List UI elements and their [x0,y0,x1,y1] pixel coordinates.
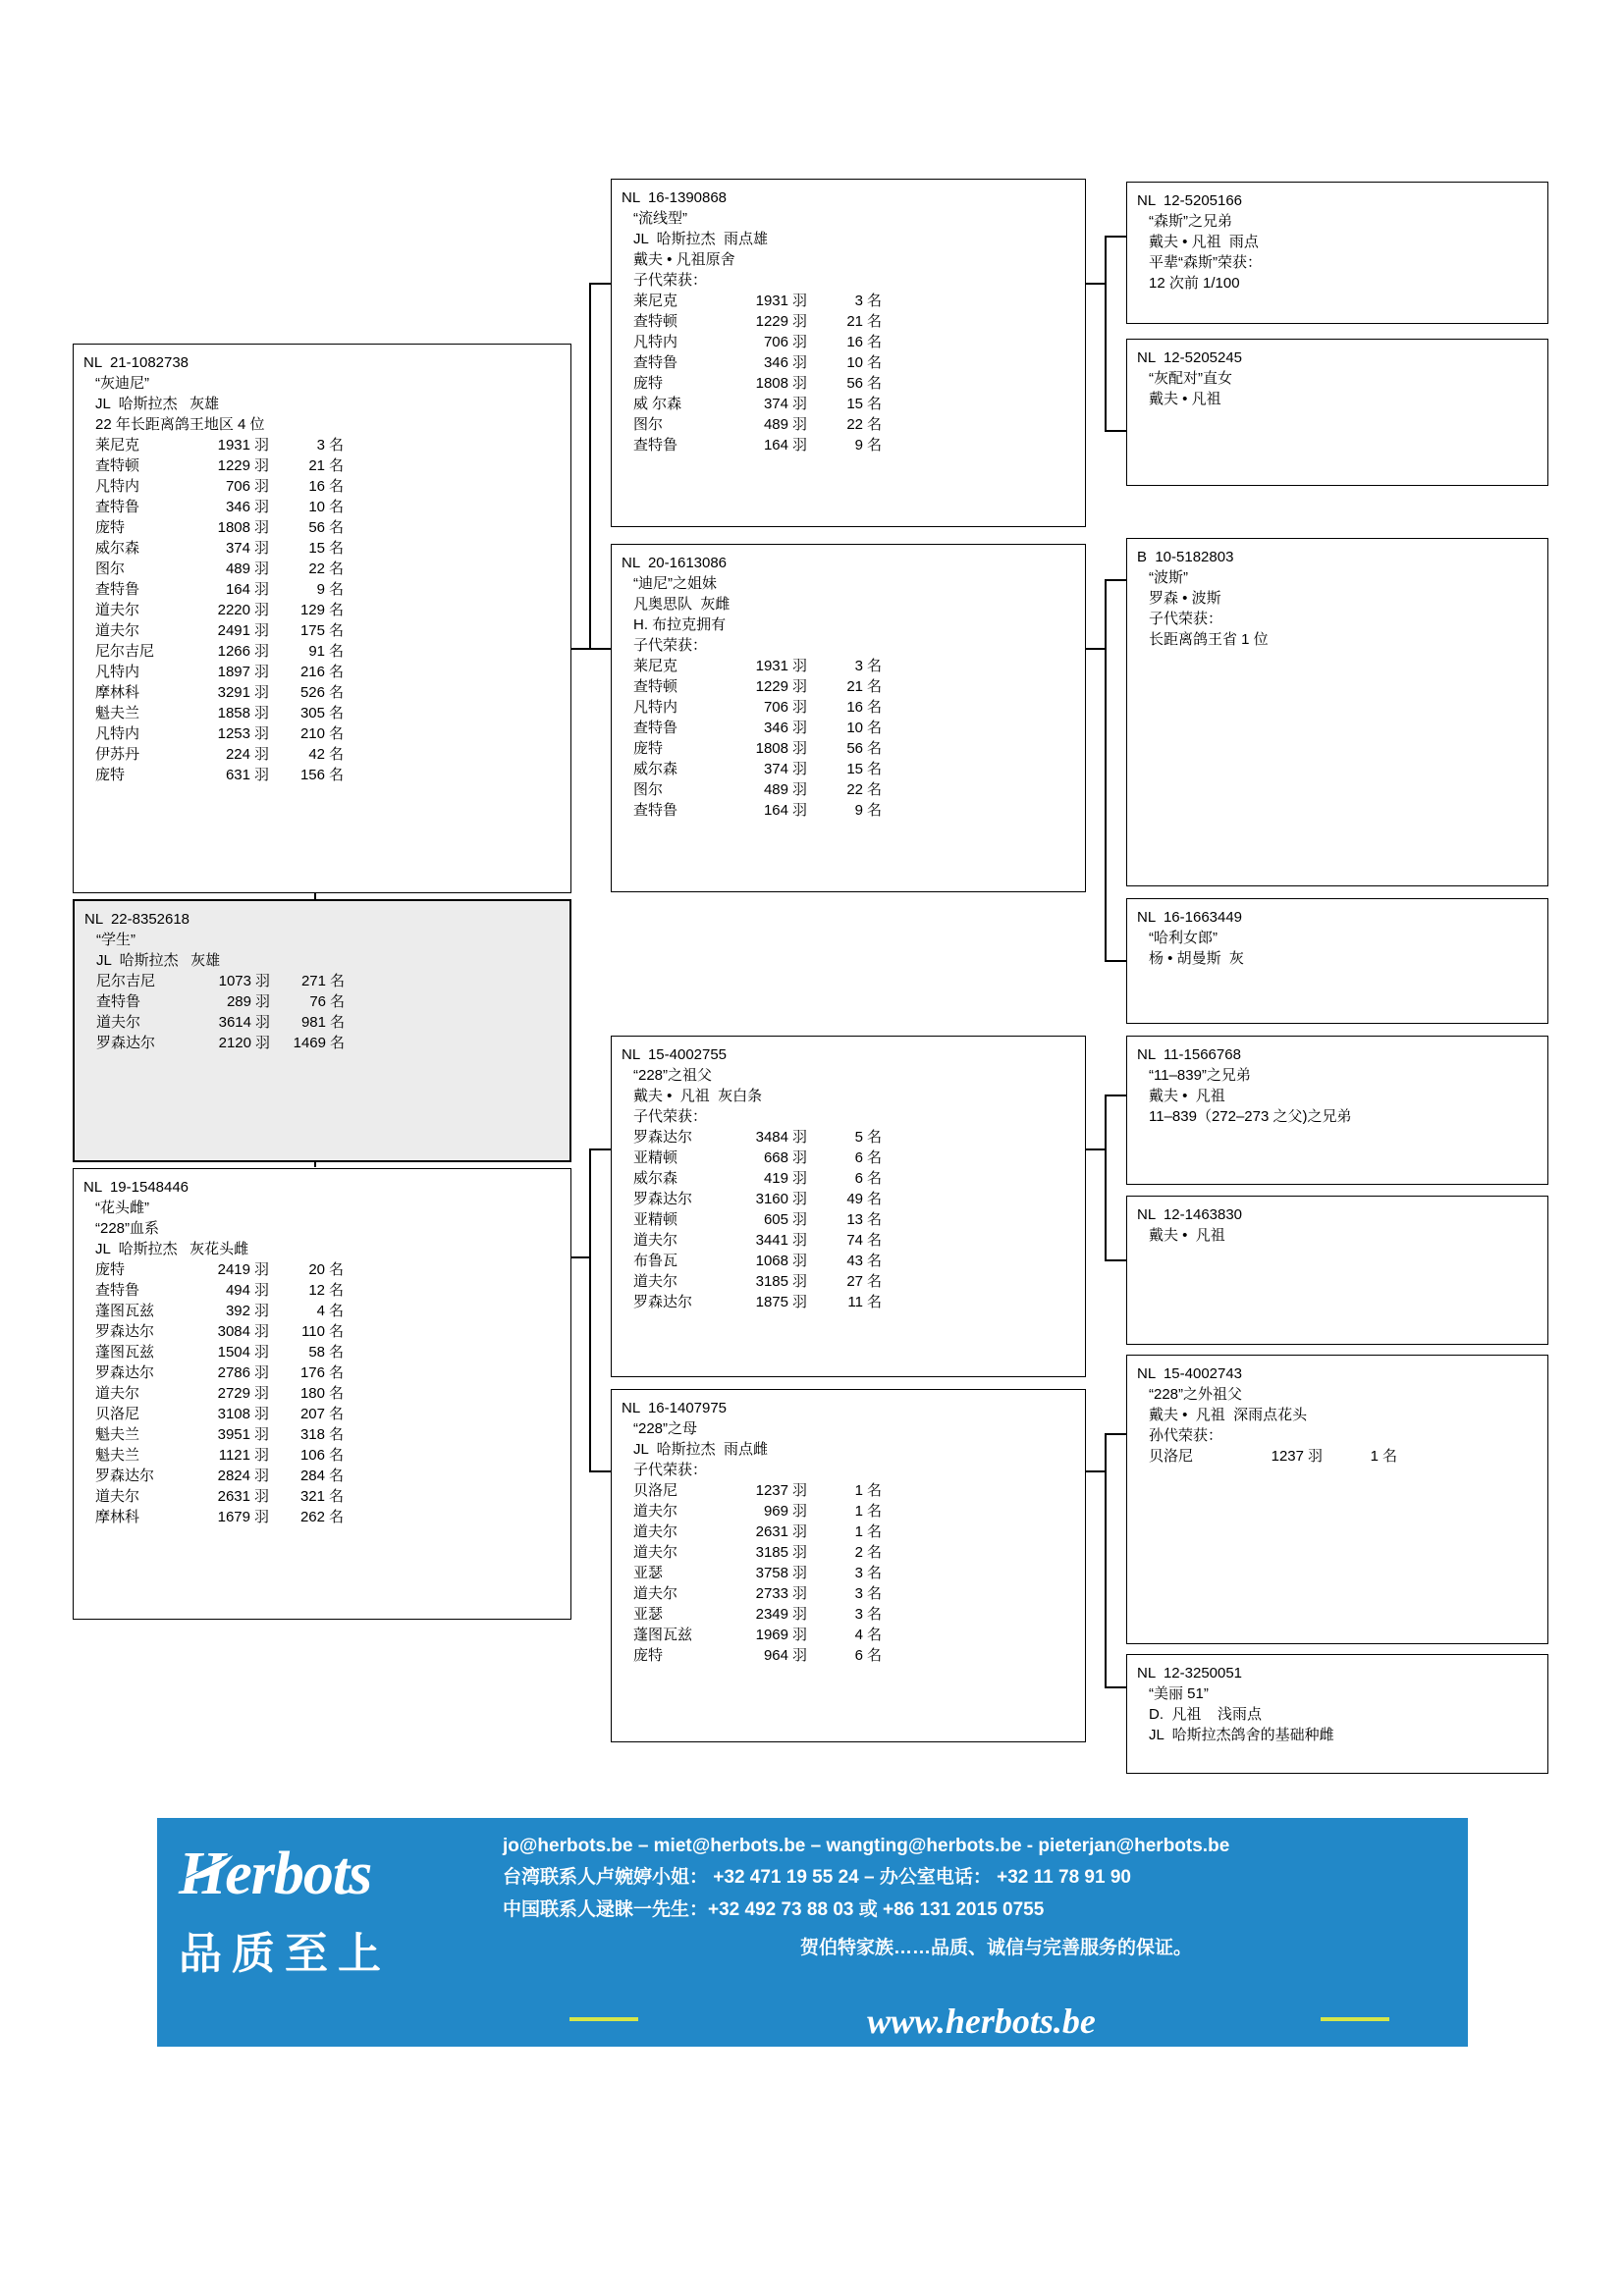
performance-row: 摩林科 1679 羽 262 名 [95,1509,345,1525]
performance-row: 布鲁瓦 1068 羽 43 名 [633,1253,883,1269]
box-line: 子代荣获： [1149,611,1223,627]
box-lines [1137,1225,1538,1246]
pedigree-box-dam [73,1168,571,1620]
box-line: JL 哈斯拉杰 灰雄 [96,952,221,969]
box-id: NL 12-1463830 [1137,1206,1243,1223]
performance-row: 查特鲁 346 羽 10 名 [633,720,883,736]
box-line: “228”之母 [633,1420,698,1437]
performance-row: 罗森达尔 3484 羽 5 名 [633,1129,883,1146]
box-line: H. 布拉克拥有 [633,616,727,633]
connector [569,1256,591,1258]
performance-row: 道夫尔 969 羽 1 名 [633,1503,883,1520]
pedigree-box-ggp-4 [1126,898,1548,1024]
box-line: 子代荣获： [633,637,708,654]
connector [589,283,611,285]
box-line: 戴夫 • 凡祖 雨点 [1149,234,1259,250]
box-line: JL 哈斯拉杰 雨点雄 [633,231,768,247]
connector [1105,1095,1107,1261]
box-line: “哈利女郎” [1149,930,1218,946]
box-line: 戴夫 • 凡祖 [1149,1227,1225,1244]
box-line: 11–839（272–273 之父)之兄弟 [1149,1108,1352,1125]
box-line: 戴夫 • 凡祖 灰白条 [633,1088,763,1104]
performance-row: 蓬图瓦兹 1504 羽 58 名 [95,1344,345,1361]
box-line: “迪尼”之姐妹 [633,575,717,592]
performance-row: 道夫尔 2631 羽 321 名 [95,1488,345,1505]
connector [1105,1259,1126,1261]
pedigree-box-subject [73,899,571,1162]
performance-row: 威尔森 419 羽 6 名 [633,1170,883,1187]
connector [1105,579,1126,581]
performance-row: 查特鲁 494 羽 12 名 [95,1282,345,1299]
performance-row: 凡特内 706 羽 16 名 [633,334,883,350]
box-line: 凡奥思队 灰雌 [633,596,731,613]
performance-row: 尼尔吉尼 1073 羽 271 名 [96,973,346,989]
performance-list [84,971,560,1053]
pedigree-box-ggp-7 [1126,1355,1548,1644]
box-line: JL 哈斯拉杰 雨点雌 [633,1441,768,1458]
box-line: D. 凡祖 浅雨点 [1149,1706,1263,1723]
box-id: NL 16-1663449 [1137,909,1243,926]
connector [1105,1433,1126,1435]
performance-list [83,435,561,785]
box-lines [1137,368,1538,409]
performance-row: 庞特 2419 羽 20 名 [95,1261,345,1278]
performance-row: 亚瑟 3758 羽 3 名 [633,1565,883,1581]
box-line: “波斯” [1149,569,1188,586]
box-line: 戴夫 • 凡祖 深雨点花头 [1149,1407,1308,1423]
performance-row: 查特鲁 346 羽 10 名 [633,354,883,371]
performance-row: 蓬图瓦兹 392 羽 4 名 [95,1303,345,1319]
performance-row: 查特鲁 164 羽 9 名 [633,802,883,819]
pedigree-box-ggp-3 [1126,538,1548,886]
herbots-logo [179,1843,483,2020]
box-line: “森斯”之兄弟 [1149,213,1232,230]
performance-list [622,656,1075,821]
performance-list [83,1259,561,1527]
footer-line-slogan: 贺伯特家族……品质、诚信与完善服务的保证。 [799,1938,1192,1958]
performance-row: 莱尼克 1931 羽 3 名 [633,658,883,674]
performance-row: 魁夫兰 1858 羽 305 名 [95,705,345,721]
performance-row: 罗森达尔 2786 羽 176 名 [95,1364,345,1381]
pedigree-box-ggp-2 [1126,339,1548,486]
brand-slogan: 品质至上 [179,1930,391,1978]
connector [1105,960,1126,962]
performance-row: 查特鲁 164 羽 9 名 [95,581,345,598]
performance-row: 魁夫兰 3951 羽 318 名 [95,1426,345,1443]
box-line: “美丽 51” [1149,1685,1209,1702]
performance-row: 威尔森 374 羽 15 名 [95,540,345,557]
performance-row: 道夫尔 3185 羽 27 名 [633,1273,883,1290]
performance-row: 凡特内 706 羽 16 名 [95,478,345,495]
box-id: NL 12-3250051 [1137,1665,1243,1682]
pedigree-box-grandsire-1 [611,179,1086,527]
performance-row: 道夫尔 2733 羽 3 名 [633,1585,883,1602]
performance-row: 罗森达尔 1875 羽 11 名 [633,1294,883,1310]
box-line: “流线型” [633,210,687,227]
performance-row: 凡特内 1253 羽 210 名 [95,725,345,742]
performance-row: 查特鲁 289 羽 76 名 [96,993,346,1010]
box-line: 戴夫 • 凡祖 [1149,391,1221,407]
connector [589,648,611,650]
performance-row: 凡特内 1897 羽 216 名 [95,664,345,680]
performance-row: 罗森达尔 2824 羽 284 名 [95,1468,345,1484]
connector [1085,1470,1107,1472]
box-line: 戴夫 • 凡祖原舍 [633,251,735,268]
brand-name: Herbots [179,1841,372,1907]
box-line: “11–839”之兄弟 [1149,1067,1251,1084]
pedigree-box-ggp-8 [1126,1654,1548,1774]
box-line: 孙代荣获： [1149,1427,1223,1444]
performance-row: 魁夫兰 1121 羽 106 名 [95,1447,345,1464]
performance-list [1137,1446,1538,1467]
box-id: NL 20-1613086 [622,555,728,571]
box-id: NL 12-5205245 [1137,349,1243,366]
connector [589,285,591,650]
box-id: NL 19-1548446 [83,1179,189,1196]
performance-row: 亚精顿 605 羽 13 名 [633,1211,883,1228]
box-line: JL 哈斯拉杰鸽舍的基础种雌 [1149,1727,1334,1743]
connector [589,1470,611,1472]
box-lines [1137,567,1538,650]
connector [1085,283,1107,285]
footer-contact [503,1832,1460,1971]
performance-row: 罗森达尔 3160 羽 49 名 [633,1191,883,1207]
connector [1105,236,1107,432]
box-lines [1137,1384,1538,1446]
box-line: 子代荣获： [633,1108,708,1125]
performance-row: 道夫尔 2491 羽 175 名 [95,622,345,639]
box-line: “学生” [96,932,135,948]
box-id: NL 15-4002743 [1137,1365,1243,1382]
connector [1105,1686,1126,1688]
box-line: 戴夫 • 凡祖 [1149,1088,1225,1104]
box-lines [1137,928,1538,969]
box-line: 平辈“森斯”荣获： [1149,254,1262,271]
box-id: NL 21-1082738 [83,354,189,371]
pedigree-box-ggp-1 [1126,182,1548,324]
performance-row: 贝洛尼 3108 羽 207 名 [95,1406,345,1422]
box-lines [1137,1065,1538,1127]
performance-row: 威尔森 374 羽 15 名 [633,761,883,777]
box-id: NL 16-1407975 [622,1400,728,1416]
performance-row: 亚瑟 2349 羽 3 名 [633,1606,883,1623]
connector [1105,579,1107,962]
performance-row: 查特鲁 346 羽 10 名 [95,499,345,515]
performance-row: 庞特 964 羽 6 名 [633,1647,883,1664]
connector [1085,1148,1107,1150]
box-id: B 10-5182803 [1137,549,1234,565]
box-line: “228”血系 [95,1220,160,1237]
box-id: NL 16-1390868 [622,189,728,206]
box-id: NL 15-4002755 [622,1046,728,1063]
connector [1085,648,1107,650]
pedigree-box-ggp-6 [1126,1196,1548,1345]
box-line: JL 哈斯拉杰 灰花头雌 [95,1241,249,1257]
box-lines [1137,211,1538,294]
performance-row: 庞特 1808 羽 56 名 [633,740,883,757]
box-lines [1137,1683,1538,1745]
performance-row: 贝洛尼 1237 羽 1 名 [633,1482,883,1499]
performance-list [622,1480,1075,1666]
pedigree-box-granddam-1 [611,544,1086,892]
performance-row: 威 尔森 374 羽 15 名 [633,396,883,412]
footer-emails: jo@herbots.be – miet@herbots.be – wangting@herbots.be - pieterjan@herbots.be [503,1836,1230,1856]
performance-row: 亚精顿 668 羽 6 名 [633,1149,883,1166]
performance-row: 查特鲁 164 羽 9 名 [633,437,883,454]
box-line: 杨 • 胡曼斯 灰 [1149,950,1244,967]
performance-row: 查特顿 1229 羽 21 名 [633,313,883,330]
performance-list [622,1127,1075,1312]
box-id: NL 11-1566768 [1137,1046,1241,1063]
performance-row: 道夫尔 2631 羽 1 名 [633,1523,883,1540]
connector [1105,1433,1107,1688]
performance-row: 蓬图瓦兹 1969 羽 4 名 [633,1627,883,1643]
performance-row: 图尔 489 羽 22 名 [633,416,883,433]
box-line: 12 次前 1/100 [1149,275,1240,292]
connector [589,1148,591,1472]
pedigree-box-sire [73,344,571,893]
performance-row: 庞特 631 羽 156 名 [95,767,345,783]
footer-line-china: 中国联系人逯睐一先生：+32 492 73 88 03 或 +86 131 2015 0755 [503,1899,1045,1920]
performance-row: 庞特 1808 羽 56 名 [633,375,883,392]
performance-row: 罗森达尔 3084 羽 110 名 [95,1323,345,1340]
box-line: 子代荣获： [633,1462,708,1478]
performance-row: 贝洛尼 1237 羽 1 名 [1149,1448,1398,1465]
connector [1105,236,1126,238]
performance-row: 尼尔吉尼 1266 羽 91 名 [95,643,345,660]
performance-row: 道夫尔 2729 羽 180 名 [95,1385,345,1402]
box-line: “灰迪尼” [95,375,149,392]
performance-row: 道夫尔 3441 羽 74 名 [633,1232,883,1249]
pedigree-box-grandsire-2 [611,1036,1086,1377]
box-line: “灰配对”直女 [1149,370,1232,387]
performance-row: 摩林科 3291 羽 526 名 [95,684,345,701]
performance-row: 莱尼克 1931 羽 3 名 [95,437,345,454]
footer-banner [157,1818,1468,2047]
box-line: “228”之祖父 [633,1067,713,1084]
feather-icon [185,1851,238,1881]
connector [589,1148,611,1150]
connector [1105,1095,1126,1096]
footer-website[interactable]: www.herbots.be [867,2002,1096,2041]
footer-line-taiwan: 台湾联系人卢婉婷小姐： +32 471 19 55 24 – 办公室电话： +32 11 78 91 90 [503,1867,1131,1888]
performance-row: 罗森达尔 2120 羽 1469 名 [96,1035,346,1051]
box-line: JL 哈斯拉杰 灰雄 [95,396,220,412]
box-line: 22 年长距离鸽王地区 4 位 [95,416,265,433]
performance-row: 伊苏丹 224 羽 42 名 [95,746,345,763]
box-id: NL 12-5205166 [1137,192,1243,209]
performance-row: 图尔 489 羽 22 名 [95,561,345,577]
pedigree-box-granddam-2 [611,1389,1086,1742]
performance-row: 查特顿 1229 羽 21 名 [633,678,883,695]
performance-row: 道夫尔 3614 羽 981 名 [96,1014,346,1031]
performance-row: 庞特 1808 羽 56 名 [95,519,345,536]
pedigree-box-ggp-5 [1126,1036,1548,1185]
box-id: NL 22-8352618 [84,911,190,928]
performance-row: 莱尼克 1931 羽 3 名 [633,293,883,309]
performance-row: 道夫尔 3185 羽 2 名 [633,1544,883,1561]
performance-list [622,291,1075,455]
connector [569,648,591,650]
box-line: “花头雌” [95,1200,149,1216]
box-line: 长距离鸽王省 1 位 [1149,631,1269,648]
box-line: “228”之外祖父 [1149,1386,1243,1403]
performance-row: 图尔 489 羽 22 名 [633,781,883,798]
connector [1105,430,1126,432]
performance-row: 凡特内 706 羽 16 名 [633,699,883,716]
performance-row: 道夫尔 2220 羽 129 名 [95,602,345,618]
box-line: 子代荣获： [633,272,708,289]
box-line: 罗森 • 波斯 [1149,590,1221,607]
performance-row: 查特顿 1229 羽 21 名 [95,457,345,474]
